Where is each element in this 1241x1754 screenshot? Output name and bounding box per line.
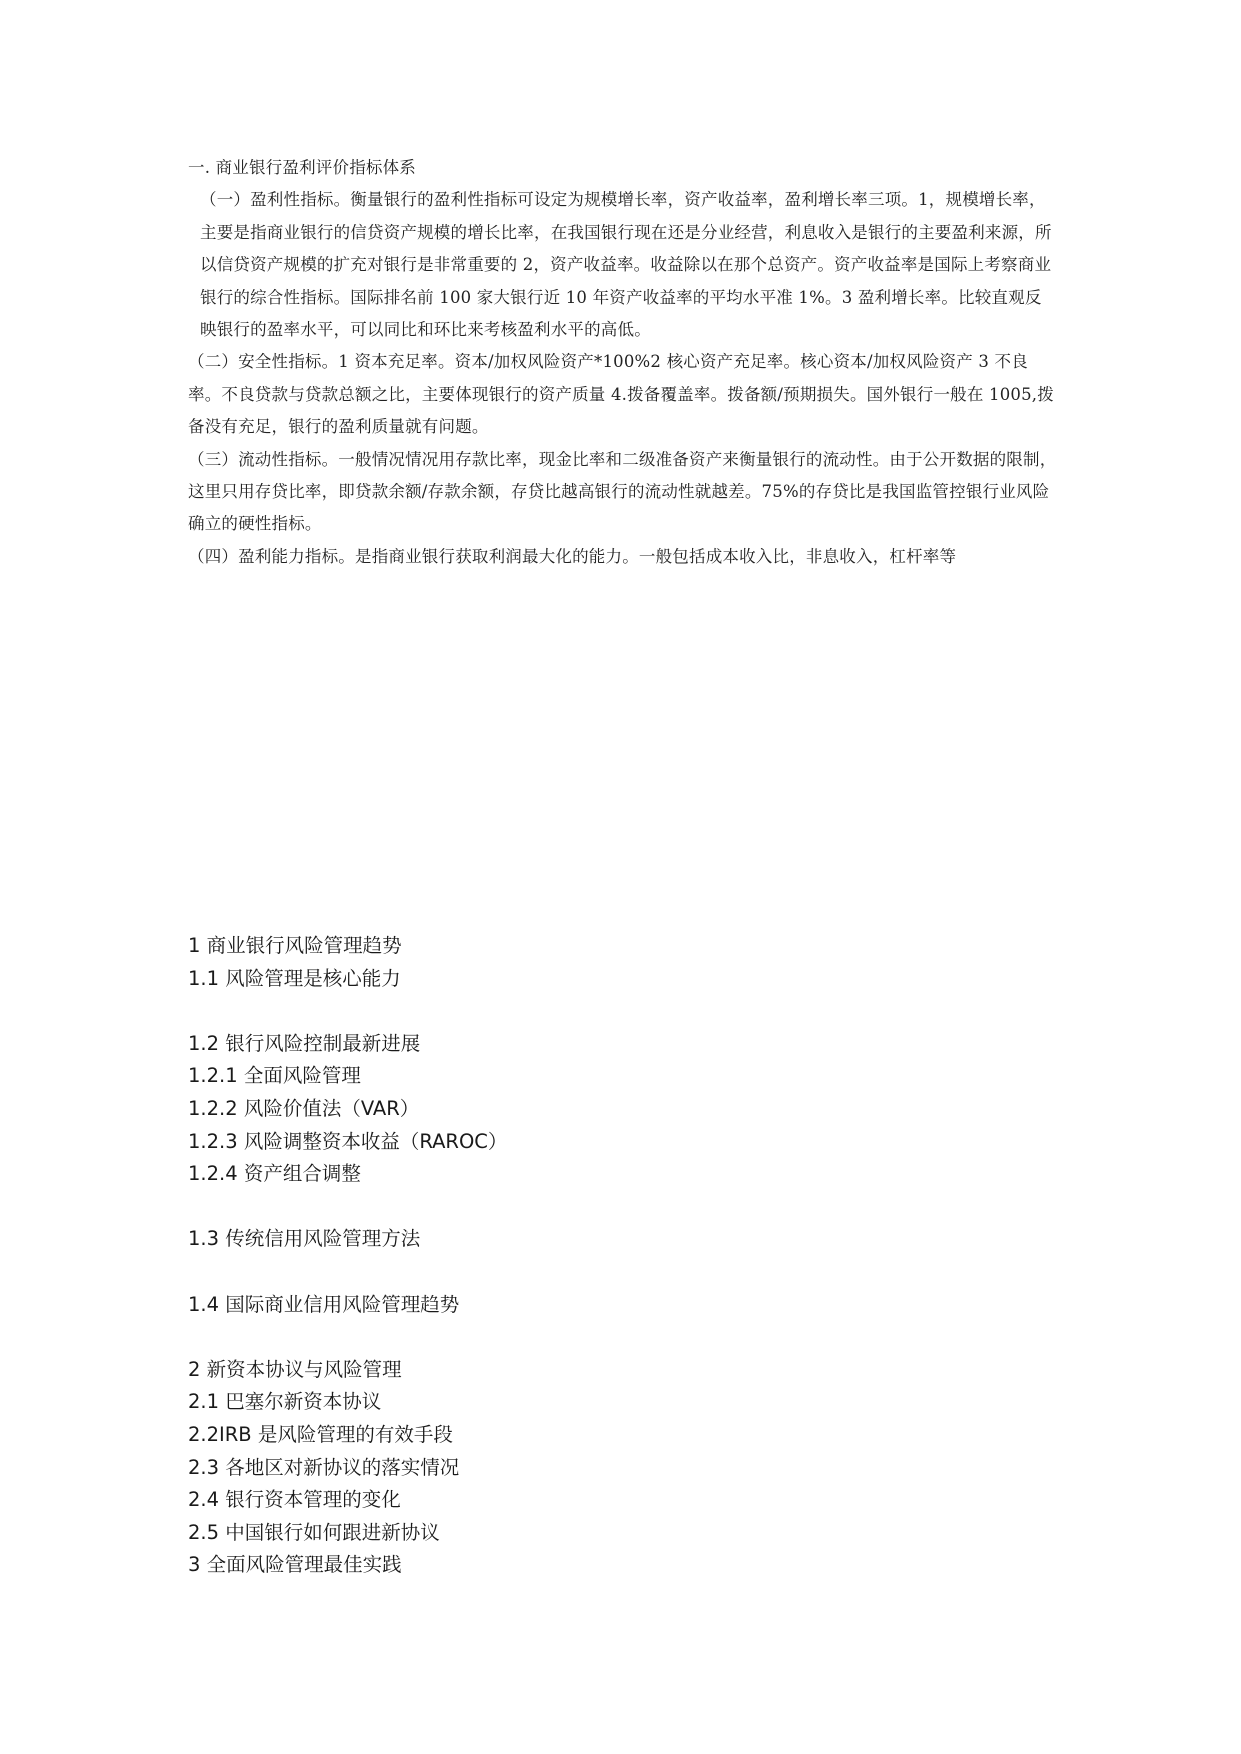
paragraph-safety: （二）安全性指标。1 资本充足率。资本/加权风险资产*100%2 核心资产充足率。核心资本/加权风险资产 3 不良率。不良贷款与贷款总额之比，主要体现银行的资产质量 4.拨备覆盖率。拨备额/预期损失。国外银行一般在 1005,拨备没有充足，银行的盈利质量就有问题。 (188, 352, 1054, 437)
outline-item: 2 新资本协议与风险管理 (188, 1357, 402, 1381)
outline-item: 2.4 银行资本管理的变化 (188, 1488, 401, 1512)
outline-list (188, 930, 888, 1582)
paragraph-profitability: （一）盈利性指标。衡量银行的盈利性指标可设定为规模增长率，资产收益率，盈利增长率三项。1，规模增长率，主要是指商业银行的信贷资产规模的增长比率，在我国银行现在还是分业经营，利息收入是银行的主要盈利来源，所以信贷资产规模的扩充对银行是非常重要的 2，资产收益率。收益除以在那个总资产。资产收益率是国际上考察商业银行的综合性指标。国际排名前 100 家大银行近 10 年资产收益率的平均水平准 1%。3 盈利增长率。比较直观反映银行的盈率水平，可以同比和环比来考核盈利水平的高低。 (200, 190, 1052, 340)
outline-item: 1.4 国际商业信用风险管理趋势 (188, 1292, 460, 1316)
outline-item: 2.2IRB 是风险管理的有效手段 (188, 1422, 453, 1446)
outline-spacer (188, 1191, 888, 1224)
paragraph-liquidity: （三）流动性指标。一般情况情况用存款比率，现金比率和二级准备资产来衡量银行的流动性。由于公开数据的限制，这里只用存贷比率，即贷款余额/存款余额，存贷比越高银行的流动性就越差。75%的存贷比是我国监管控银行业风险确立的硬性指标。 (188, 449, 1057, 534)
outline-item: 1.2.2 风险价值法（VAR） (188, 1096, 420, 1120)
outline-item: 1.3 传统信用风险管理方法 (188, 1227, 421, 1251)
outline-item: 2.1 巴塞尔新资本协议 (188, 1390, 382, 1414)
outline-item: 3 全面风险管理最佳实践 (188, 1553, 402, 1577)
outline-spacer (188, 995, 888, 1028)
outline-item: 1.2.1 全面风险管理 (188, 1064, 361, 1088)
outline-item: 1.2.3 风险调整资本收益（RAROC） (188, 1129, 508, 1153)
section-title: 一. 商业银行盈利评价指标体系 (188, 158, 416, 177)
paragraph-earning-capacity: （四）盈利能力指标。是指商业银行获取利润最大化的能力。一般包括成本收入比，非息收入，杠杆率等 (188, 546, 957, 566)
outline-item: 1.2.4 资产组合调整 (188, 1162, 361, 1186)
outline-spacer (188, 1321, 888, 1354)
outline-section (188, 930, 888, 1582)
outline-item: 1.1 风险管理是核心能力 (188, 966, 401, 990)
outline-item: 2.5 中国银行如何跟进新协议 (188, 1520, 440, 1544)
evaluation-section (188, 152, 1058, 573)
outline-item: 1.2 银行风险控制最新进展 (188, 1031, 421, 1055)
outline-spacer (188, 1256, 888, 1289)
outline-item: 1 商业银行风险管理趋势 (188, 934, 402, 957)
outline-item: 2.3 各地区对新协议的落实情况 (188, 1455, 460, 1479)
